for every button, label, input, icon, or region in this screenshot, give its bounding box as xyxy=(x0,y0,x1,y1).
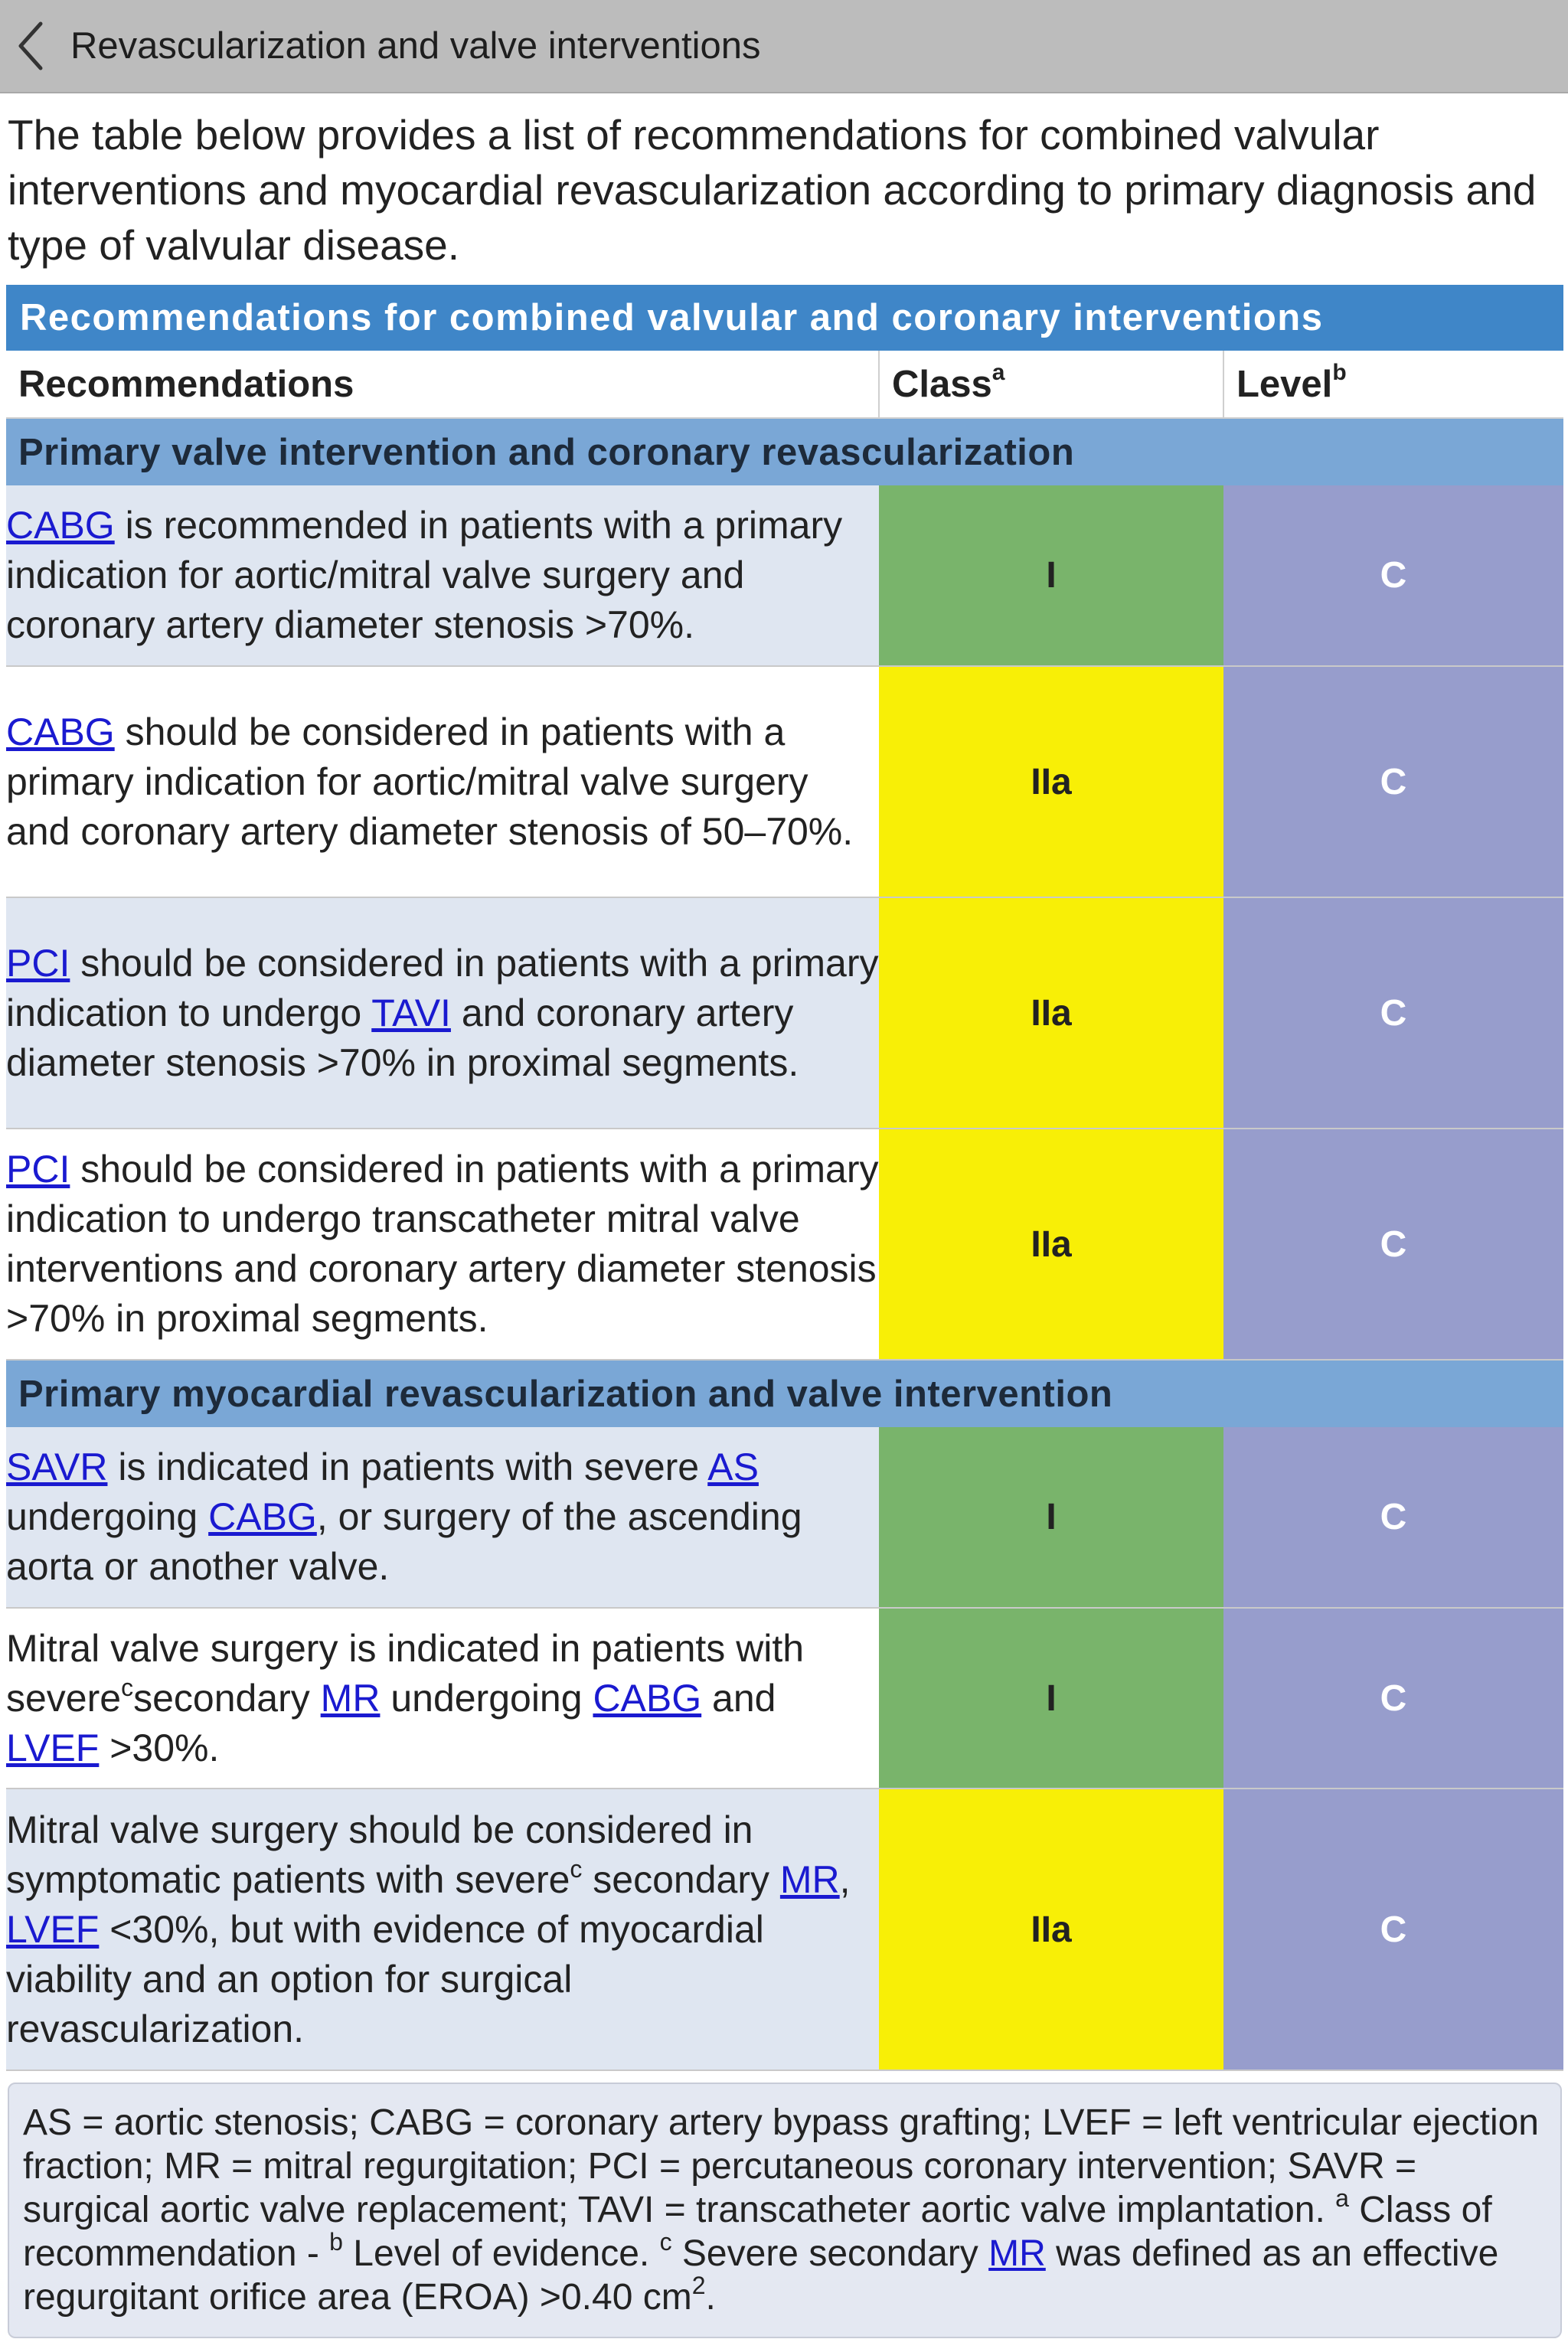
abbr-link[interactable]: SAVR xyxy=(6,1446,108,1488)
class-cell: IIa xyxy=(879,666,1223,897)
abbr-link[interactable]: PCI xyxy=(6,1148,70,1191)
class-cell: IIa xyxy=(879,1789,1223,2070)
abbr-link[interactable]: CABG xyxy=(208,1495,317,1538)
table-row xyxy=(6,1129,1563,1360)
abbr-link[interactable]: MR xyxy=(320,1676,381,1720)
level-cell: C xyxy=(1223,1129,1563,1360)
class-cell: I xyxy=(879,1608,1223,1789)
recommendation-text: CABG is recommended in patients with a primary indication for aortic/mitral valve surgery and coronary artery diameter stenosis >70%. xyxy=(6,485,879,666)
footnote-box: AS = aortic stenosis; CABG = coronary artery bypass grafting; LVEF = left ventricular ejection fraction; MR = mitral regurgitation; PCI = percutaneous coronary intervention; SAVR = surgical aortic valve replacement; TAVI = transcatheter aortic valve implantation. $^a$ Class of recommendation - $^b$ Level of evidence. $^c$ Severe secondary MR was defined as an effective regurgitant orifice area (EROA) >0.40 $cm^2$. xyxy=(8,2083,1562,2338)
chevron-left-icon[interactable] xyxy=(3,0,57,92)
recommendation-text: Mitral valve surgery is indicated in patients with severe$^c$secondary MR undergoing CABG and LVEF >30%. xyxy=(6,1608,879,1789)
section-header xyxy=(6,418,1563,485)
table-header-row xyxy=(6,351,1563,418)
level-cell: C xyxy=(1223,1789,1563,2070)
table-title: Recommendations for combined valvular and coronary interventions xyxy=(6,285,1563,351)
level-cell: C xyxy=(1223,897,1563,1129)
abbr-link[interactable]: MR xyxy=(779,1857,840,1901)
header-level: Level$^b$ xyxy=(1223,351,1563,418)
level-cell: C xyxy=(1223,485,1563,666)
level-cell: C xyxy=(1223,1608,1563,1789)
abbr-link[interactable]: CABG xyxy=(6,710,115,753)
abbr-link[interactable]: PCI xyxy=(6,941,70,985)
table-row xyxy=(6,1427,1563,1608)
table-title-row xyxy=(6,285,1563,351)
class-cell: IIa xyxy=(879,897,1223,1129)
abbr-link[interactable]: AS xyxy=(707,1446,759,1488)
table-row xyxy=(6,897,1563,1129)
recommendation-text: CABG should be considered in patients with a primary indication for aortic/mitral valve surgery and coronary artery diameter stenosis of 50–70%. xyxy=(6,666,879,897)
abbr-link[interactable]: LVEF xyxy=(6,1907,100,1951)
abbr-link[interactable]: CABG xyxy=(593,1676,702,1720)
table-row xyxy=(6,485,1563,666)
abbr-link[interactable]: LVEF xyxy=(6,1726,100,1769)
recommendation-text: PCI should be considered in patients with a primary indication to undergo transcatheter mitral valve interventions and coronary artery diameter stenosis >70% in proximal segments. xyxy=(6,1129,879,1360)
class-cell: IIa xyxy=(879,1129,1223,1360)
header-class: Class$^a$ xyxy=(879,351,1223,418)
section-header xyxy=(6,1360,1563,1427)
level-cell: C xyxy=(1223,666,1563,897)
recommendation-text: PCI should be considered in patients with a primary indication to undergo TAVI and coronary artery diameter stenosis >70% in proximal segments. xyxy=(6,897,879,1129)
section-title: Primary valve intervention and coronary revascularization xyxy=(6,418,1563,485)
abbr-link[interactable]: CABG xyxy=(6,504,115,547)
table-row xyxy=(6,666,1563,897)
class-cell: I xyxy=(879,1427,1223,1608)
abbr-link[interactable]: MR xyxy=(988,2233,1046,2274)
recommendation-text: SAVR is indicated in patients with severe AS undergoing CABG, or surgery of the ascending aorta or another valve. xyxy=(6,1427,879,1608)
navigation-bar xyxy=(0,0,1568,93)
recommendations-table xyxy=(6,285,1563,2071)
table-row xyxy=(6,1608,1563,1789)
intro-paragraph: The table below provides a list of recommendations for combined valvular interventions and myocardial revascularization according to primary diagnosis and type of valvular disease. xyxy=(8,111,1537,269)
header-recommendations: Recommendations xyxy=(6,351,879,418)
page-title: Revascularization and valve interventions xyxy=(70,25,761,67)
section-title: Primary myocardial revascularization and valve intervention xyxy=(6,1360,1563,1427)
class-cell: I xyxy=(879,485,1223,666)
level-cell: C xyxy=(1223,1427,1563,1608)
recommendation-text: Mitral valve surgery should be considered in symptomatic patients with severe$^c$ secondary MR, LVEF <30%, but with evidence of myocardial viability and an option for surgical revascularization. xyxy=(6,1789,879,2070)
table-row xyxy=(6,1789,1563,2070)
abbr-link[interactable]: TAVI xyxy=(371,991,451,1034)
